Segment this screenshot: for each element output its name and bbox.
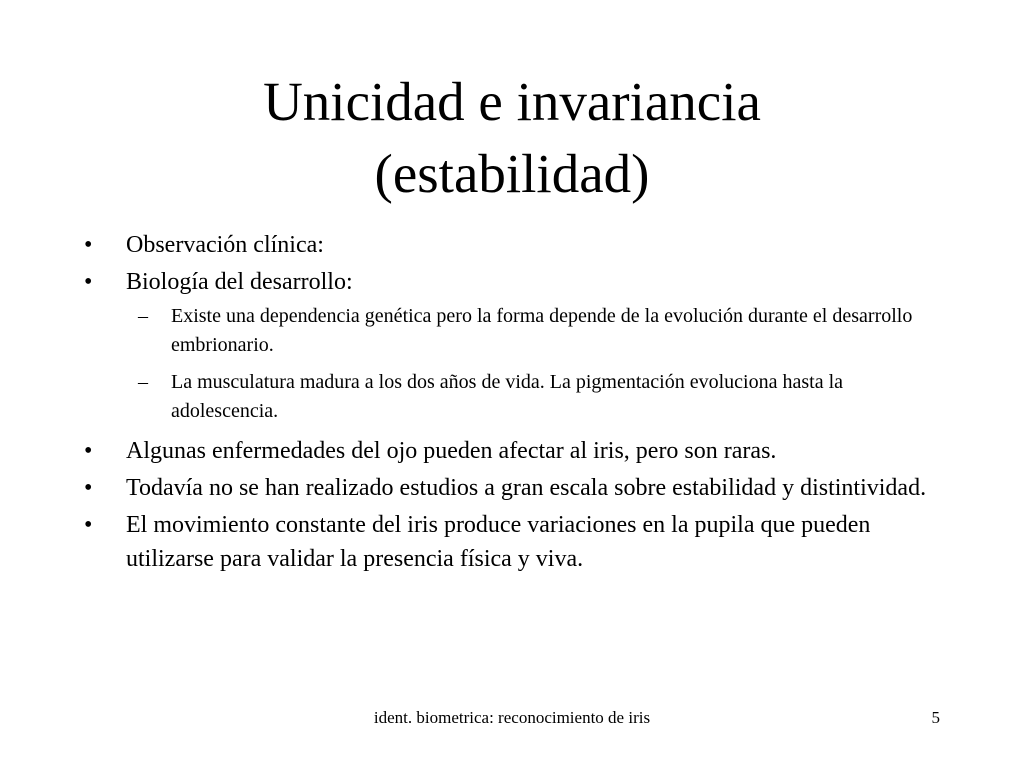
bullet-item [84, 434, 944, 468]
sub-bullet-marker: – [138, 371, 148, 393]
sub-bullet-item [126, 302, 944, 360]
bullet-marker: • [84, 512, 93, 538]
bullet-text: El movimiento constante del iris produce variaciones en la pupila que pueden utilizarse para validar la presencia física y viva. [126, 512, 871, 572]
bullet-item [84, 471, 944, 505]
slide-footer: ident. biometrica: reconocimiento de iris [373, 708, 651, 727]
sub-bullet-text: Existe una dependencia genética pero la forma depende de la evolución durante el desarrollo embrionario. [171, 305, 913, 356]
bullet-item [84, 228, 944, 262]
sub-bullet-text: La musculatura madura a los dos años de vida. La pigmentación evoluciona hasta la adolescencia. [171, 371, 844, 422]
bullet-marker: • [84, 438, 93, 464]
page-number: 5 [931, 708, 940, 727]
bullet-item [84, 265, 944, 426]
bullet-text: Todavía no se han realizado estudios a gran escala sobre estabilidad y distintividad. [126, 475, 927, 501]
slide-title [0, 66, 1024, 210]
sub-bullet-marker: – [138, 305, 148, 327]
bullet-text: Biología del desarrollo: [126, 269, 353, 295]
bullet-marker: • [84, 475, 93, 501]
bullet-list [84, 228, 944, 579]
sub-bullet-list [126, 302, 944, 426]
bullet-marker: • [84, 269, 93, 295]
slide-title-line: (estabilidad) [374, 143, 650, 204]
bullet-text: Observación clínica: [126, 232, 324, 258]
bullet-marker: • [84, 232, 93, 258]
sub-bullet-item [126, 368, 944, 426]
bullet-text: Algunas enfermedades del ojo pueden afectar al iris, pero son raras. [126, 438, 777, 464]
slide-title-line: Unicidad e invariancia [263, 71, 761, 132]
bullet-item [84, 508, 944, 576]
